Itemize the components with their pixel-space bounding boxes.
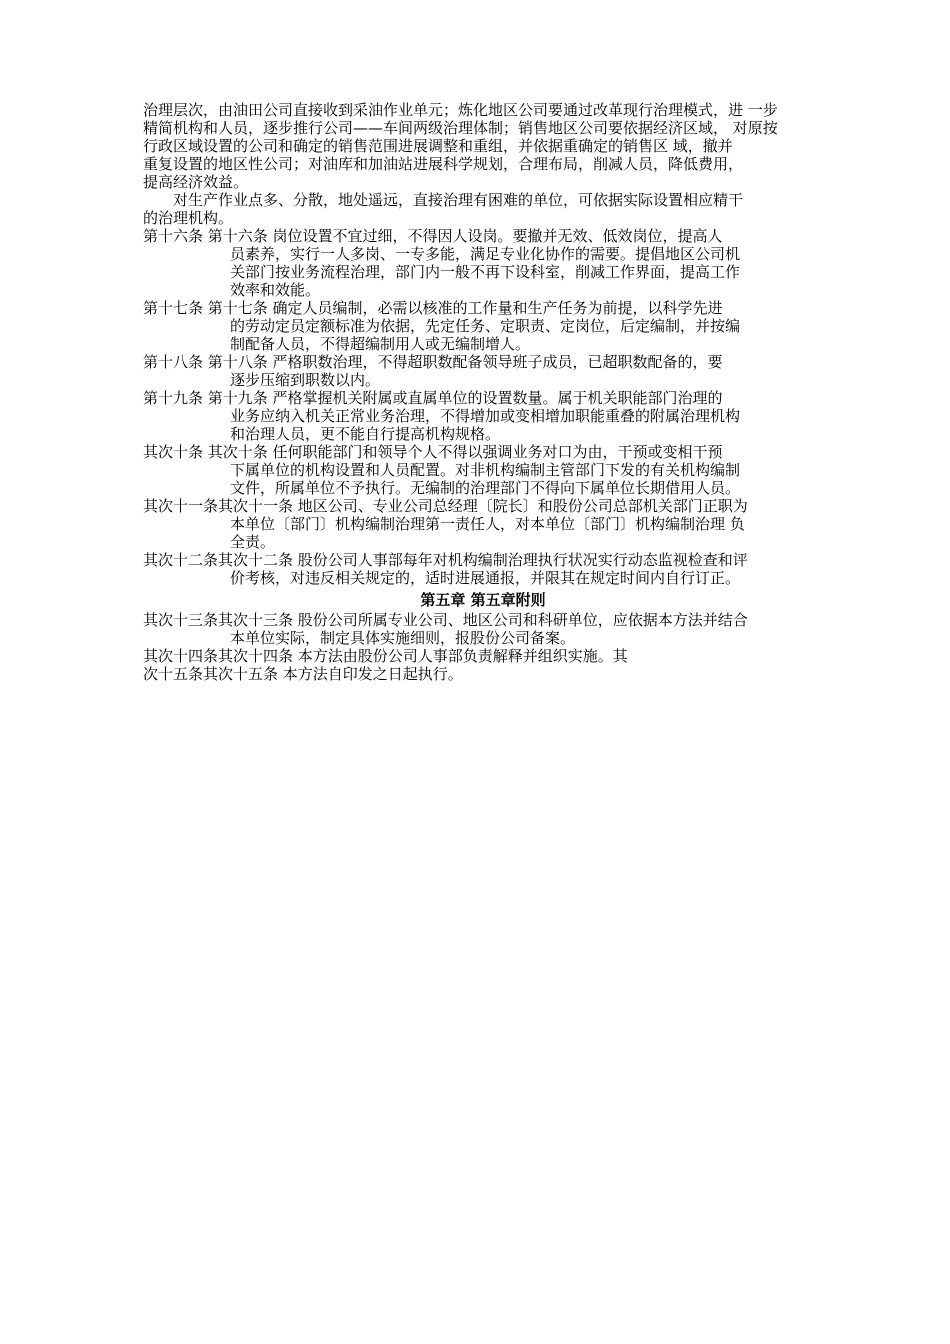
text-line: 第十七条 第十七条 确定人员编制，必需以核准的工作量和生产任务为前提，以科学先进: [143, 299, 723, 317]
text-line: 对生产作业点多、分散，地处遥远，直接治理有困难的单位，可依据实际设置相应精干: [173, 191, 744, 209]
text-line: 治理层次，由油田公司直接收到采油作业单元；炼化地区公司要通过改革现行治理模式，进 一步: [143, 101, 778, 119]
text-line: 价考核，对违反相关规定的，适时进展通报，并限其在规定时间内自行订正。: [230, 569, 741, 587]
chapter-five-heading: [143, 591, 823, 609]
intro-paragraph: [143, 101, 823, 191]
text-line: 重复设置的地区性公司；对油库和加油站进展科学规划，合理布局，削减人员，降低费用，: [143, 155, 744, 173]
text-line: 行政区域设置的公司和确定的销售范围进展调整和重组，并依据重确定的销售区 域，撤并: [143, 137, 733, 155]
article-19: [143, 389, 823, 443]
text-line: 下属单位的机构设置和人员配置。对非机构编制主管部门下发的有关机构编制: [230, 461, 741, 479]
text-line: 其次十条 其次十条 任何职能部门和领导个人不得以强调业务对口为由，干预或变相干预: [143, 443, 723, 461]
text-line: 制配备人员，不得超编制用人或无编制增人。: [230, 335, 531, 353]
text-line: 的治理机构。: [143, 209, 234, 227]
text-line: 业务应纳入机关正常业务治理，不得增加或变相增加职能重叠的附属治理机构: [230, 407, 741, 425]
text-line: 全责。: [230, 533, 276, 551]
text-line: 精简机构和人员，逐步推行公司——车间两级治理体制；销售地区公司要依据经济区域， 对原按: [143, 119, 778, 137]
chapter-title: 附则: [515, 591, 546, 609]
text-line: 员素养，实行一人多岗、一专多能，满足专业化协作的需要。提倡地区公司机: [230, 245, 741, 263]
text-line: 其次十二条其次十二条 股份公司人事部每年对机构编制治理执行状况实行动态监视检查和评: [143, 551, 748, 569]
text-line: 逐步压缩到职数以内。: [230, 371, 381, 389]
article-21: [143, 497, 823, 551]
chapter-number: 第五章: [420, 591, 466, 609]
text-line: 次十五条其次十五条 本方法自印发之日起执行。: [143, 665, 463, 683]
closing-articles: [143, 647, 823, 683]
text-line: 提高经济效益。: [143, 173, 249, 191]
article-20: [143, 443, 823, 497]
article-17: [143, 299, 823, 353]
text-line: 文件，所属单位不予执行。无编制的治理部门不得向下属单位长期借用人员。: [230, 479, 741, 497]
text-line: 其次十三条其次十三条 股份公司所属专业公司、地区公司和科研单位，应依据本方法并结合: [143, 611, 748, 629]
text-line: 第十八条 第十八条 严格职数治理，不得超职数配备领导班子成员，已超职数配备的，要: [143, 353, 723, 371]
article-16: [143, 227, 823, 299]
text-line: 效率和效能。: [230, 281, 321, 299]
text-line: 本单位实际，制定具体实施细则，报股份公司备案。: [230, 629, 576, 647]
text-line: 第十九条 第十九条 严格掌握机关附属或直属单位的设置数量。属于机关职能部门治理的: [143, 389, 723, 407]
document-body: [143, 101, 823, 683]
text-line: 其次十一条其次十一条 地区公司、专业公司总经理〔院长〕和股份公司总部机关部门正职为: [143, 497, 748, 515]
article-23: [143, 611, 823, 647]
text-line: 其次十四条其次十四条 本方法由股份公司人事部负责解释并组织实施。其: [143, 647, 628, 665]
remote-units-paragraph: [143, 191, 823, 227]
text-line: 第十六条 第十六条 岗位设置不宜过细，不得因人设岗。要撤并无效、低效岗位，提高人: [143, 227, 723, 245]
text-line: 的劳动定员定额标准为依据，先定任务、定职责、定岗位，后定编制，并按编: [230, 317, 741, 335]
text-line: 关部门按业务流程治理，部门内一般不再下设科室，削减工作界面，提高工作: [230, 263, 741, 281]
text-line: 本单位〔部门〕机构编制治理第一责任人，对本单位〔部门〕机构编制治理 负: [230, 515, 745, 533]
article-22: [143, 551, 823, 587]
text-line: 和治理人员，更不能自行提高机构规格。: [230, 425, 501, 443]
chapter-number: 第五章: [470, 591, 516, 609]
article-18: [143, 353, 823, 389]
